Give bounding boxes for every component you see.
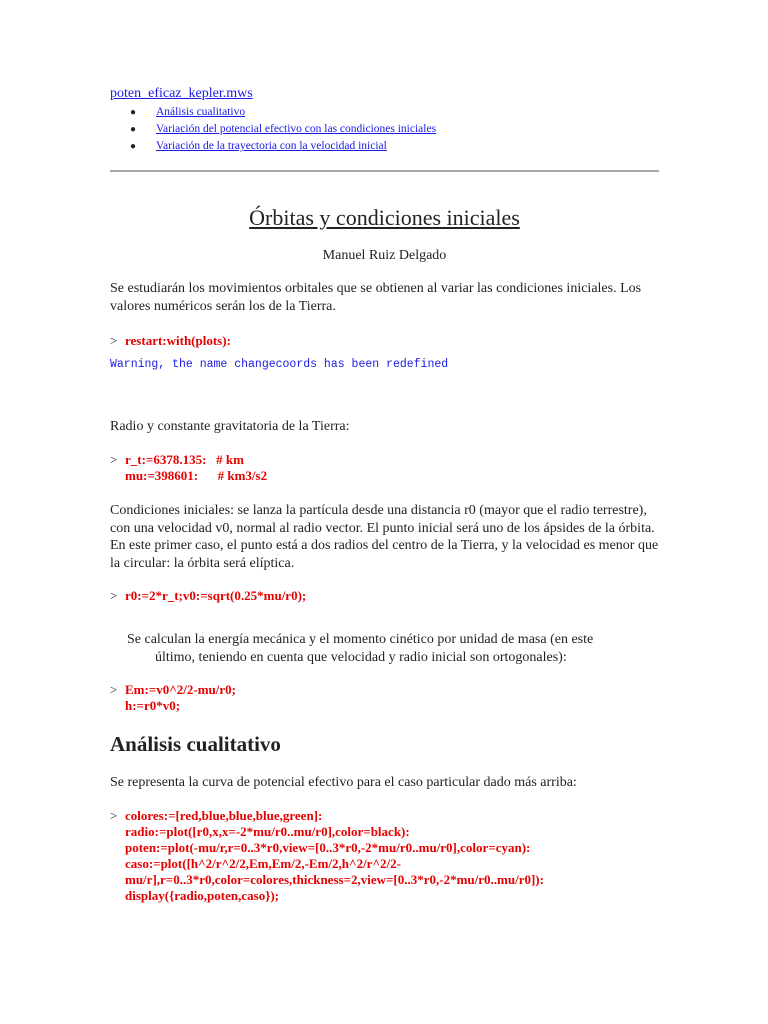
prompt-symbol: > [110, 588, 118, 603]
command-input[interactable]: r0:=2*r_t;v0:=sqrt(0.25*mu/r0); [125, 588, 307, 603]
toc-item-analisis [130, 104, 436, 121]
section-heading: Análisis cualitativo [110, 732, 281, 756]
command-input[interactable]: restart:with(plots): [125, 333, 231, 348]
command-input[interactable]: r_t:=6378.135: # km [125, 452, 244, 467]
horizontal-divider [110, 170, 659, 172]
command-input[interactable]: mu/r],r=0..3*r0,color=colores,thickness=2,view=[0..3*r0,-2*mu/r0..mu/r0]): [125, 872, 544, 887]
command-input[interactable]: caso:=plot([h^2/r^2/2,Em,Em/2,-Em/2,h^2/r^2/2- [125, 856, 401, 871]
prompt-symbol: > [110, 452, 118, 467]
energy-line-2: último, teniendo en cuenta que velocidad y radio inicial son ortogonales): [155, 650, 567, 665]
prompt-symbol: > [110, 682, 118, 697]
section-paragraph: Se representa la curva de potencial efectivo para el caso particular dado más arriba: [110, 775, 577, 790]
author: Manuel Ruiz Delgado [322, 248, 447, 263]
command-input[interactable]: radio:=plot([r0,x,x=-2*mu/r0..mu/r0],color=black): [125, 824, 410, 839]
bullet-icon: ● [130, 124, 137, 135]
page-title: Órbitas y condiciones iniciales [249, 205, 520, 230]
command-input[interactable]: mu:=398601: # km3/s2 [125, 468, 268, 483]
toc-item-potencial [130, 121, 436, 138]
table-of-contents [130, 104, 436, 155]
prompt-symbol: > [110, 333, 118, 348]
energy-line-1: Se calculan la energía mecánica y el momento cinético por unidad de masa (en este [127, 632, 594, 647]
command-input[interactable]: h:=r0*v0; [125, 698, 181, 713]
bullet-icon: ● [130, 141, 137, 152]
toc-link-analisis[interactable]: Análisis cualitativo [156, 106, 246, 118]
radio-paragraph: Radio y constante gravitatoria de la Tierra: [110, 419, 350, 434]
command-input[interactable]: poten:=plot(-mu/r,r=0..3*r0,view=[0..3*r0,-2*mu/r0..mu/r0],color=cyan): [125, 840, 531, 855]
bullet-icon: ● [130, 107, 137, 118]
prompt-symbol: > [110, 808, 118, 823]
command-input[interactable]: display({radio,poten,caso}); [125, 888, 279, 903]
file-link[interactable]: poten_eficaz_kepler.mws [110, 86, 253, 101]
energy-paragraph [127, 631, 657, 667]
command-input[interactable]: Em:=v0^2/2-mu/r0; [125, 682, 237, 697]
conditions-paragraph: Condiciones iniciales: se lanza la partícula desde una distancia r0 (mayor que el radio terrestre), con una velocidad v0, normal al radio vector. El punto inicial será uno de los ápsides de la órbita. En este primer caso, el punto está a dos radios del centro de la Tierra, y la velocidad es menor que la circular: la órbita será elíptica. [110, 503, 659, 571]
toc-link-trayectoria[interactable]: Variación de la trayectoria con la velocidad inicial [156, 140, 387, 152]
command-input[interactable]: colores:=[red,blue,blue,blue,green]: [125, 808, 323, 823]
intro-paragraph: Se estudiarán los movimientos orbitales que se obtienen al variar las condiciones iniciales. Los valores numéricos serán los de la Tierra. [110, 281, 642, 314]
warning-output: Warning, the name changecoords has been redefined [110, 358, 449, 371]
toc-item-trayectoria [130, 138, 436, 155]
toc-link-potencial[interactable]: Variación del potencial efectivo con las condiciones iniciales [156, 123, 437, 135]
